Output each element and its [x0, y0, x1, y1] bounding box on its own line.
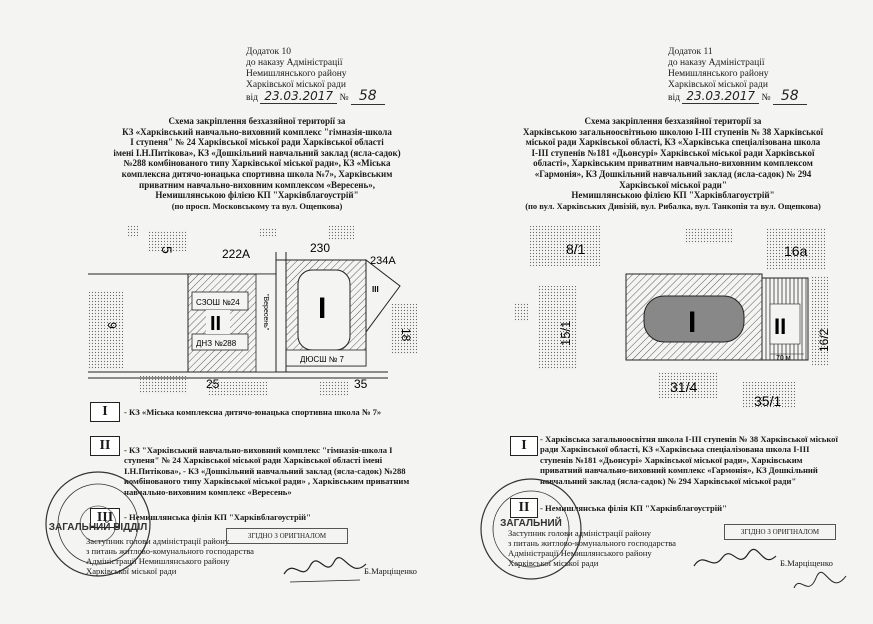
left-legend-mark-3: ІІІ: [90, 508, 120, 528]
map-label-25: 25: [206, 377, 220, 391]
map-label-31-4: 31/4: [670, 379, 698, 395]
map-zone-1-label: I: [318, 292, 327, 325]
right-signature-name: Б.Марціщенко: [780, 558, 833, 568]
map-label-234a: 234А: [370, 255, 396, 267]
left-signature-block: Заступник голови адміністрації району з питань житлово-комунального господарства Адміністрації Немишлянського району Харківської міської ради: [86, 536, 254, 576]
map-label-dnz: ДНЗ №288: [196, 339, 237, 348]
left-signature-scribble: [280, 552, 370, 588]
right-map-zone-2-label: II: [774, 314, 787, 339]
right-header-line1: Додаток 11: [668, 47, 713, 57]
right-header-date: від 23.03.2017 № 58: [668, 91, 807, 104]
left-header-date: від 23.03.2017 № 58: [246, 91, 385, 104]
left-header-line1: Додаток 10: [246, 47, 292, 57]
right-signature-scribble: [690, 546, 780, 576]
map-label-222a: 222А: [222, 247, 251, 261]
right-header-line4: Харківської міської ради: [668, 80, 768, 90]
right-date-handwritten: 23.03.2017: [682, 89, 759, 104]
right-legend-text-1: - Харківська загальноосвітня школа І-ІІІ ступенів № 38 Харківської міської ради Харківської області, КЗ «Харківська спеціалізована школа І-ІІІ ступенів №181 «Дьонсурі» Харківської міської ради», Харківським приватний навчально-виховний комплекс «Гармонія», КЗ Дошкільний навчальний заклад (ясла-садок) № 294 Харківської міської ради": [540, 434, 838, 486]
right-header-line3: Немишлянського району: [668, 69, 769, 79]
right-stamp-text: ЗАГАЛЬНИЙ: [500, 518, 562, 529]
map-label-18: 18: [399, 328, 413, 342]
map-label-school: СЗОШ №24: [196, 298, 240, 307]
map-label-35-1: 35/1: [754, 393, 782, 409]
right-title: Схема закріплення безхазяйної території за Харківською загальноосвітньою школою І-ІІІ ступенів № 38 Харківської міської ради Харківської області, КЗ «Харківська спеціалізована школа І-ІІІ ступенів №181 «Дьонсурі» Харківської міської ради Харківської області», Харківським приватним навчально-виховним комплексом «Гармонія», КЗ Дошкільний навчальний заклад (ясла-садок) № 294 Харківської міської ради" Немишлянською філією КП "Харківблагоустрій" (по вул. Харківських Дивізій, вул. Рибалка, вул. Танкопія та вул. Ощепкова): [498, 116, 848, 211]
right-number-handwritten: 58: [773, 88, 807, 105]
map-label-16-2: 16/2: [817, 328, 831, 352]
left-header: [246, 47, 385, 104]
right-header: [668, 47, 807, 104]
map-label-8-1: 8/1: [566, 241, 586, 257]
left-legend-text-1: - КЗ «Міська комплексна дитячо-юнацька спортивна школа № 7»: [124, 407, 382, 417]
map-zone-2-label: II: [210, 313, 222, 335]
right-legend-mark-1: І: [510, 436, 538, 456]
map-label-9: 9: [105, 322, 119, 329]
left-copy-stamp: ЗГІДНО З ОРИГІНАЛОМ: [226, 528, 348, 544]
right-signature-block: Заступник голови адміністрації району з питань житлово-комунального господарства Адміністрації Немишлянського району Харківської міської ради: [508, 528, 676, 568]
map-label-230: 230: [310, 241, 331, 255]
right-map-zone-1-label: I: [688, 306, 697, 339]
map-label-veresen: "Вересень": [262, 294, 269, 331]
left-stamp-text: ЗАГАЛЬНИЙ ВІДДІЛ: [48, 522, 148, 533]
left-legend-text-3: - Немишлянська філія КП "Харківблагоустрій": [124, 512, 311, 522]
map-zone-3-label: III: [372, 285, 379, 294]
left-map: [88, 222, 418, 398]
right-subtitle: (по вул. Харківських Дивізій, вул. Рибалка, вул. Танкопія та вул. Ощепкова): [525, 200, 821, 211]
left-subtitle: (по просп. Московському та вул. Ощепкова): [171, 200, 343, 211]
building-9: [88, 290, 124, 370]
map-label-distance: 70 м: [776, 355, 791, 362]
right-map: [508, 222, 836, 412]
map-label-dyussh: ДЮСШ № 7: [300, 355, 344, 364]
right-header-line2: до наказу Адміністрації: [668, 58, 765, 68]
map-label-35: 35: [354, 377, 368, 391]
right-legend-text-2: - Немишлянська філія КП "Харківблагоустрій": [540, 503, 727, 513]
map-label-16a: 16а: [784, 243, 808, 259]
left-header-line3: Немишлянського району: [246, 69, 347, 79]
left-header-line4: Харківської міської ради: [246, 80, 346, 90]
left-title: Схема закріплення безхазяйної території за КЗ «Харківський навчально-виховний комплекс "гімназія-школа І ступеня" № 24 Харківської міської ради Харківської області імені І.Н.Питікова», КЗ «Дошкільний навчальний заклад (ясла-садок) №288 комбінованого типу Харківської міської ради», КЗ «Міська комплексна дитячо-юнацька спортивна школа №7», Харківським приватним навчально-виховним комплексом «Вересень», Немишлянською філією КП "Харківблагоустрій" (по просп. Московському та вул. Ощепкова): [92, 116, 422, 211]
right-handwritten-note: [790, 568, 850, 604]
right-copy-stamp: ЗГІДНО З ОРИГІНАЛОМ: [724, 524, 836, 540]
map-label-5: 5: [159, 246, 175, 254]
left-number-handwritten: 58: [351, 88, 385, 105]
map-label-15-1: 15/1: [558, 320, 573, 346]
right-legend-mark-2: ІІ: [510, 498, 538, 518]
left-legend-mark-2: ІІ: [90, 436, 120, 456]
left-legend-mark-1: І: [90, 402, 120, 422]
building-8-1: [530, 226, 600, 266]
left-signature-name: Б.Марціщенко: [364, 566, 417, 576]
left-date-handwritten: 23.03.2017: [260, 89, 337, 104]
left-header-line2: до наказу Адміністрації: [246, 58, 343, 68]
left-legend-text-2: - КЗ "Харківський навчально-виховний комплекс "гімназія-школа І ступеня" № 24 Харківської міської ради Харківської області імені І.Н.Питікова», - КЗ «Дошкільний навчальний заклад (ясла-садок) №288 комбінованого типу Харківської міської ради» , Харківським приватним навчально-виховним комплекс «Вересень»: [124, 445, 410, 497]
